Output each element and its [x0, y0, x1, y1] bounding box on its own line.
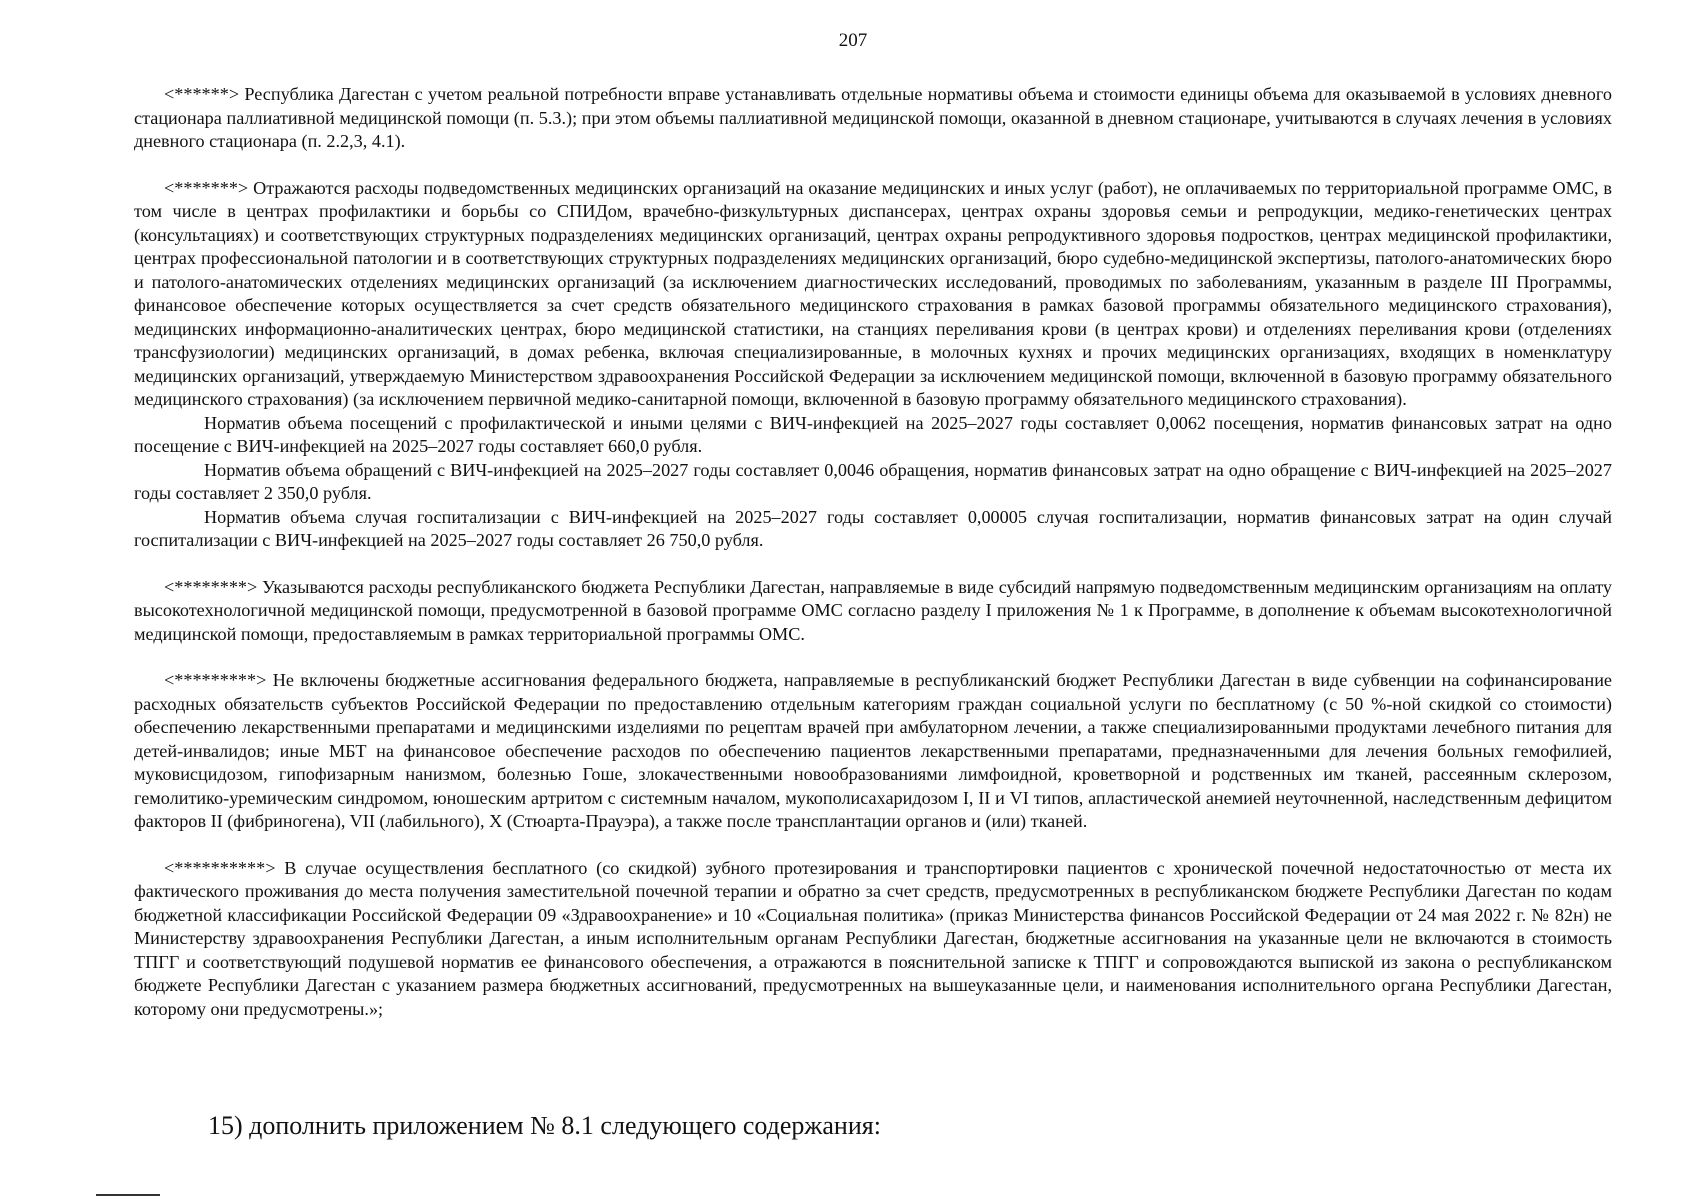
hiv-norm-visits: Норматив объема посещений с профилактической и иными целями с ВИЧ-инфекцией на 2025–2027 годы составляет 0,0062 посещения, норматив финансовых затрат на одно посещение с ВИЧ-инфекцией на 2025–2027 годы составляет 660,0 рубля. — [134, 412, 1612, 456]
hiv-norm-hospitalization: Норматив объема случая госпитализации с ВИЧ-инфекцией на 2025–2027 годы составляет 0,00005 случая госпитализации, норматив финансовых затрат на один случай госпитализации с ВИЧ-инфекцией на 2025–2027 годы составляет 26 750,0 рубля. — [134, 506, 1612, 550]
footnote-text: Республика Дагестан с учетом реальной потребности вправе устанавливать отдельные нормативы объема и стоимости единицы объема для оказываемой в условиях дневного стационара паллиативной медицинской помощи (п. 5.3.); при этом объемы паллиативной медицинской помощи, оказанной в дневном стационаре, учитываются в случаях лечения в условиях дневного стационара (п. 2.2,3, 4.1). — [134, 84, 1612, 151]
footnote-text: Указываются расходы республиканского бюджета Республики Дагестан, направляемые в виде субсидий напрямую подведомственным медицинским организациям на оплату высокотехнологичной медицинской помощи, предусмотренной в базовой программе ОМС согласно разделу I приложения № 1 к Программе, в дополнение к объемам высокотехнологичной медицинской помощи, предоставляемым в рамках территориальной программы ОМС. — [134, 576, 1613, 644]
footnote-8-asterisks — [134, 576, 1612, 647]
footnote-7-asterisks — [134, 177, 1612, 412]
hiv-norm-appeals: Норматив объема обращений с ВИЧ-инфекцией на 2025–2027 годы составляет 0,0046 обращения, норматив финансовых затрат на одно обращение с ВИЧ-инфекцией на 2025–2027 годы составляет 2 350,0 рубля. — [134, 459, 1612, 503]
footnote-marker: <*********> — [164, 670, 267, 690]
footnote-10-asterisks — [134, 857, 1612, 1022]
footnote-6-asterisks — [134, 83, 1612, 154]
footnote-9-asterisks — [134, 669, 1612, 834]
page-number: 207 — [838, 30, 868, 51]
footnote-marker: <**********> — [164, 857, 276, 878]
footnote-text: Не включены бюджетные ассигнования федерального бюджета, направляемые в республиканский бюджет Республики Дагестан в виде субвенции на софинансирование расходных обязательств субъектов Российской Федерации по предоставлению отдельным категориям граждан социальной услуги по бесплатному (с 50 %-ной скидкой со стоимости) обеспечению лекарственными препаратами и медицинскими изделиями по рецептам врачей при амбулаторном лечении, а также специализированными продуктами лечебного питания для детей-инвалидов; иные МБТ на финансовое обеспечение расходов по обеспечению пациентов лекарственными препаратами, предназначенными для лечения больных гемофилией, муковисцидозом, гипофизарным нанизмом, болезнью Гоше, злокачественными новообразованиями лимфоидной, кроветворной и родственных им тканей, рассеянным склерозом, гемолитико-уремическим синдромом, юношеским артритом с системным началом, мукополисахаридозом I, II и VI типов, апластической анемией неуточненной, наследственным дефицитом факторов II (фибриногена), VII (лабильного), X (Стюарта-Прауэра), а также после трансплантации органов и (или) тканей. — [134, 670, 1612, 831]
footnote-marker: <******> — [164, 84, 240, 104]
footnote-marker: <********> — [164, 576, 258, 597]
footnote-text: В случае осуществления бесплатного (со скидкой) зубного протезирования и транспортировки пациентов с хронической почечной недостаточностью от места их фактического проживания до места получения заместительной почечной терапии и обратно за счет средств, предусмотренных в республиканском бюджете Республики Дагестан по кодам бюджетной классификации Российской Федерации 09 «Здравоохранение» и 10 «Социальная политика» (приказ Министерства финансов Российской Федерации от 24 мая 2022 г. № 82н) не Министерству здравоохранения Республики Дагестан, а иным исполнительным органам Республики Дагестан, бюджетные ассигнования на указанные цели не включаются в стоимость ТПГГ и соответствующий подушевой норматив ее финансового обеспечения, а отражаются в пояснительной записке к ТПГГ и сопровождаются выпиской из закона о республиканском бюджете Республики Дагестан с указанием размера бюджетных ассигнований, предусмотренных на вышеуказанные цели, и наименования исполнительного органа Республики Дагестан, которому они предусмотрены.»; — [134, 857, 1613, 1019]
document-body — [134, 83, 1612, 1021]
footnote-marker: <*******> — [164, 177, 249, 198]
bottom-left-rule — [96, 1194, 160, 1196]
footnote-text: Отражаются расходы подведомственных медицинских организаций на оказание медицинских и иных услуг (работ), не оплачиваемых по территориальной программе ОМС, в том числе в центрах профилактики и борьбы со СПИДом, врачебно-физкультурных диспансерах, центрах охраны здоровья семьи и репродукции, медико-генетических центрах (консультациях) и соответствующих структурных подразделениях медицинских организаций, центрах охраны репродуктивного здоровья подростков, центрах медицинской профилактики, центрах профессиональной патологии и в соответствующих структурных подразделениях медицинских организаций, бюро судебно-медицинской экспертизы, патолого-анатомических бюро и патолого-анатомических отделениях медицинских организаций (за исключением диагностических исследований, проводимых по заболеваниям, указанным в разделе III Программы, финансовое обеспечение которых осуществляется за счет средств обязательного медицинского страхования в рамках базовой программы обязательного медицинского страхования), медицинских информационно-аналитических центрах, бюро медицинской статистики, на станциях переливания крови (в центрах крови) и отделениях переливания крови (отделениях трансфузиологии) медицинских организаций, в домах ребенка, включая специализированные, в молочных кухнях и прочих медицинских организациях, входящих в номенклатуру медицинских организаций, утверждаемую Министерством здравоохранения Российской Федерации за исключением медицинской помощи, включенной в базовую программу обязательного медицинского страхования) (за исключением первичной медико-санитарной помощи, включенной в базовую программу обязательного медицинского страхования). — [134, 177, 1612, 409]
item-15-heading: 15) дополнить приложением № 8.1 следующего содержания: — [208, 1111, 881, 1140]
